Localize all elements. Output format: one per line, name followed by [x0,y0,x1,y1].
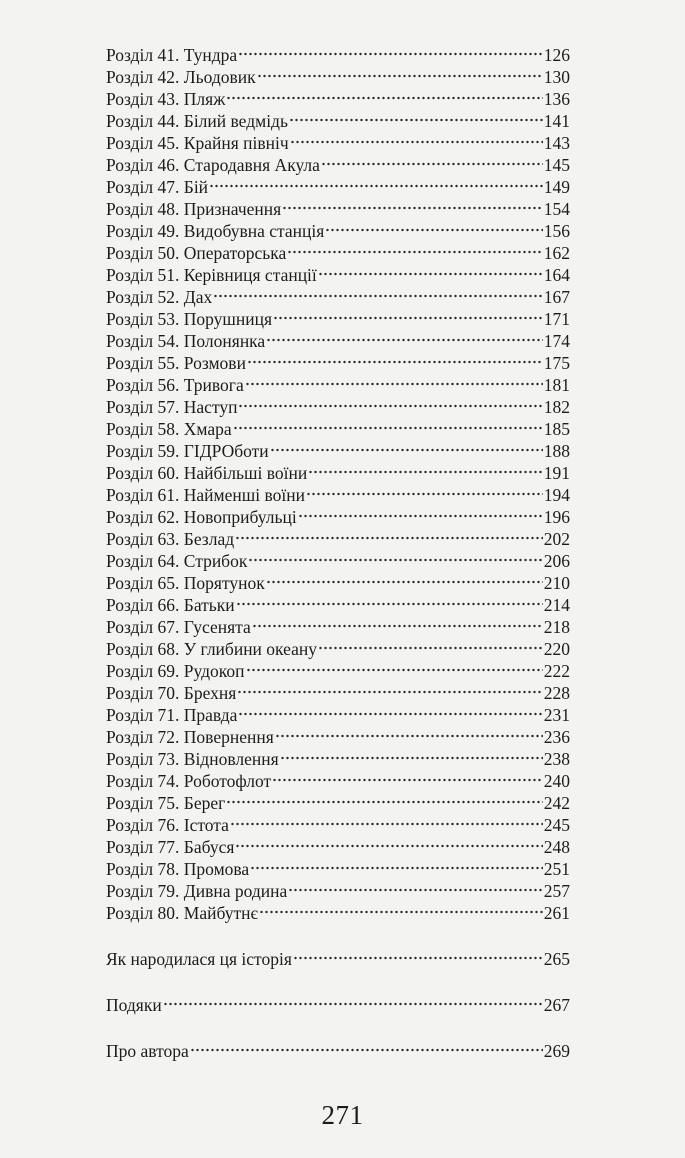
toc-entry-page: 248 [543,837,570,857]
toc-entry-page: 171 [543,309,570,329]
toc-entry-title: Розділ 47. Бій [106,177,209,197]
toc-entry [106,638,570,660]
toc-entry-title: Розділ 64. Стрибок [106,551,248,571]
toc-entry [106,308,570,330]
toc-entry [106,792,570,814]
dot-leader [306,491,543,497]
dot-leader [321,161,543,167]
toc-entry-page: 245 [543,815,570,835]
toc-entry-title: Розділ 65. Порятунок [106,573,265,593]
toc-entry-title: Розділ 56. Тривога [106,375,244,395]
toc-entry [106,220,570,242]
toc-entry [106,88,570,110]
dot-leader [298,513,543,519]
dot-leader [226,799,542,805]
toc-entry-title: Розділ 51. Керівниця станції [106,265,317,285]
dot-leader [266,579,543,585]
toc-entry-title: Розділ 53. Порушниця [106,309,273,329]
toc-entry-page: 265 [543,949,570,969]
dot-leader [280,755,543,761]
toc-entry-title: Розділ 68. У глибини океану [106,639,317,659]
toc-entry [106,286,570,308]
toc-entry [106,44,570,66]
dot-leader [213,293,543,299]
toc-entry-title: Як народилася ця історія [106,949,292,969]
toc-entry [106,1040,570,1062]
toc-entry-page: 174 [543,331,570,351]
toc-entry-title: Розділ 50. Операторська [106,243,287,263]
dot-leader [237,689,542,695]
toc-entry-title: Розділ 61. Найменші воїни [106,485,305,505]
dot-leader [252,623,543,629]
toc-entry-page: 242 [543,793,570,813]
toc-entry-page: 145 [543,155,570,175]
dot-leader [266,337,543,343]
toc-entry [106,176,570,198]
toc-entry-title: Розділ 43. Пляж [106,89,226,109]
toc-entry [106,484,570,506]
toc-entry-title: Розділ 79. Дивна родина [106,881,288,901]
toc-entry-title: Розділ 57. Наступ [106,397,238,417]
toc-entry-title: Розділ 60. Найбільші воїни [106,463,308,483]
dot-leader [270,447,543,453]
toc-entry [106,836,570,858]
dot-leader [273,315,543,321]
toc-entry [106,198,570,220]
toc-entry-page: 149 [543,177,570,197]
dot-leader [288,887,543,893]
toc-entry-title: Розділ 69. Рудокоп [106,661,245,681]
toc-entry-title: Розділ 45. Крайня північ [106,133,289,153]
toc-entry [106,506,570,528]
toc-entry-title: Розділ 72. Повернення [106,727,274,747]
toc-entry [106,418,570,440]
toc-entry-page: 251 [543,859,570,879]
dot-leader [246,667,543,673]
toc-entry [106,132,570,154]
dot-leader [287,249,542,255]
toc-entry [106,242,570,264]
toc-entry-title: Розділ 62. Новоприбульці [106,507,297,527]
toc-entry-page: 214 [543,595,570,615]
toc-entry-page: 210 [543,573,570,593]
dot-leader [235,535,543,541]
toc-entry-page: 154 [543,199,570,219]
dot-leader [325,227,542,233]
toc-entry [106,726,570,748]
toc-entry-page: 182 [543,397,570,417]
toc-entry-title: Розділ 76. Істота [106,815,229,835]
toc-entry [106,110,570,132]
toc-entry [106,682,570,704]
toc-entry-title: Розділ 70. Брехня [106,683,237,703]
toc-entry-page: 143 [543,133,570,153]
toc-entry-page: 136 [543,89,570,109]
dot-leader [190,1047,543,1053]
toc-entry [106,264,570,286]
toc-entry [106,66,570,88]
toc-entry-title: Розділ 80. Майбутнє [106,903,258,923]
toc-entry [106,858,570,880]
toc-entry [106,660,570,682]
toc-entry-page: 156 [543,221,570,241]
toc-entry-title: Розділ 78. Промова [106,859,250,879]
toc-entry-title: Розділ 59. ГІДРОботи [106,441,269,461]
toc-entry-page: 257 [543,881,570,901]
dot-leader [293,955,543,961]
toc-entry-title: Подяки [106,995,162,1015]
dot-leader [272,777,543,783]
toc-entry-title: Розділ 55. Розмови [106,353,246,373]
toc-entry-title: Розділ 44. Білий ведмідь [106,111,288,131]
toc-entry-title: Розділ 74. Роботофлот [106,771,272,791]
toc-entry-page: 167 [543,287,570,307]
toc-entry [106,396,570,418]
dot-leader [226,95,542,101]
toc-entry-title: Розділ 67. Гусенята [106,617,251,637]
dot-leader [257,73,543,79]
toc-entry-page: 231 [543,705,570,725]
toc-entry-page: 269 [543,1041,570,1061]
toc-entry [106,550,570,572]
toc-entry [106,352,570,374]
dot-leader [238,403,542,409]
toc-entry-page: 240 [543,771,570,791]
toc-entry-page: 126 [543,45,570,65]
dot-leader [248,557,542,563]
toc-entry [106,994,570,1016]
toc-entry-title: Розділ 63. Безлад [106,529,235,549]
dot-leader [259,909,543,915]
toc-entry [106,154,570,176]
dot-leader [275,733,543,739]
dot-leader [238,711,542,717]
toc-entry [106,704,570,726]
toc-entry-page: 228 [543,683,570,703]
toc-entry-title: Розділ 42. Льодовик [106,67,256,87]
dot-leader [318,271,543,277]
dot-leader [318,645,543,651]
toc-entry [106,374,570,396]
toc-entry-page: 202 [543,529,570,549]
toc-entry-page: 267 [543,995,570,1015]
toc-entry-title: Розділ 66. Батьки [106,595,235,615]
toc-entry-page: 191 [543,463,570,483]
toc-entry-page: 181 [543,375,570,395]
toc-entry-page: 175 [543,353,570,373]
toc-entry-page: 196 [543,507,570,527]
dot-leader [282,205,543,211]
extras-list [106,948,570,1062]
toc-entry-title: Розділ 75. Берег [106,793,226,813]
toc-entry-page: 218 [543,617,570,637]
toc-entry-title: Розділ 52. Дах [106,287,213,307]
toc-entry-page: 206 [543,551,570,571]
dot-leader [236,601,543,607]
toc-entry-page: 238 [543,749,570,769]
toc-entry [106,770,570,792]
toc-entry [106,528,570,550]
chapter-list [106,44,570,924]
dot-leader [250,865,543,871]
toc-entry-page: 130 [543,67,570,87]
toc-entry-page: 261 [543,903,570,923]
toc-entry-page: 188 [543,441,570,461]
dot-leader [245,381,543,387]
toc-entry [106,948,570,970]
toc-entry [106,462,570,484]
dot-leader [163,1001,543,1007]
toc-entry-page: 185 [543,419,570,439]
dot-leader [238,51,543,57]
toc-entry [106,616,570,638]
toc-entry [106,880,570,902]
toc-entry-title: Розділ 49. Видобувна станція [106,221,325,241]
toc-entry-page: 222 [543,661,570,681]
toc-entry-title: Розділ 48. Призначення [106,199,282,219]
toc-entry-page: 194 [543,485,570,505]
toc-entry-title: Розділ 71. Правда [106,705,238,725]
toc-entry-page: 162 [543,243,570,263]
dot-leader [308,469,543,475]
table-of-contents [106,44,570,1062]
dot-leader [247,359,543,365]
toc-entry-page: 141 [543,111,570,131]
toc-entry-title: Розділ 73. Відновлення [106,749,279,769]
toc-entry [106,594,570,616]
dot-leader [230,821,543,827]
toc-entry-title: Про автора [106,1041,189,1061]
toc-entry [106,440,570,462]
dot-leader [209,183,543,189]
toc-entry-title: Розділ 77. Бабуся [106,837,235,857]
dot-leader [290,139,543,145]
toc-entry [106,748,570,770]
dot-leader [289,117,543,123]
toc-entry-title: Розділ 41. Тундра [106,45,238,65]
toc-entry-page: 220 [543,639,570,659]
toc-entry-title: Розділ 54. Полонянка [106,331,266,351]
toc-entry-page: 164 [543,265,570,285]
toc-entry [106,330,570,352]
toc-entry-title: Розділ 46. Стародавня Акула [106,155,320,175]
toc-entry-page: 236 [543,727,570,747]
toc-entry [106,902,570,924]
toc-entry-title: Розділ 58. Хмара [106,419,232,439]
dot-leader [235,843,542,849]
dot-leader [233,425,543,431]
toc-entry [106,572,570,594]
page-number: 271 [321,1100,364,1130]
toc-entry [106,814,570,836]
